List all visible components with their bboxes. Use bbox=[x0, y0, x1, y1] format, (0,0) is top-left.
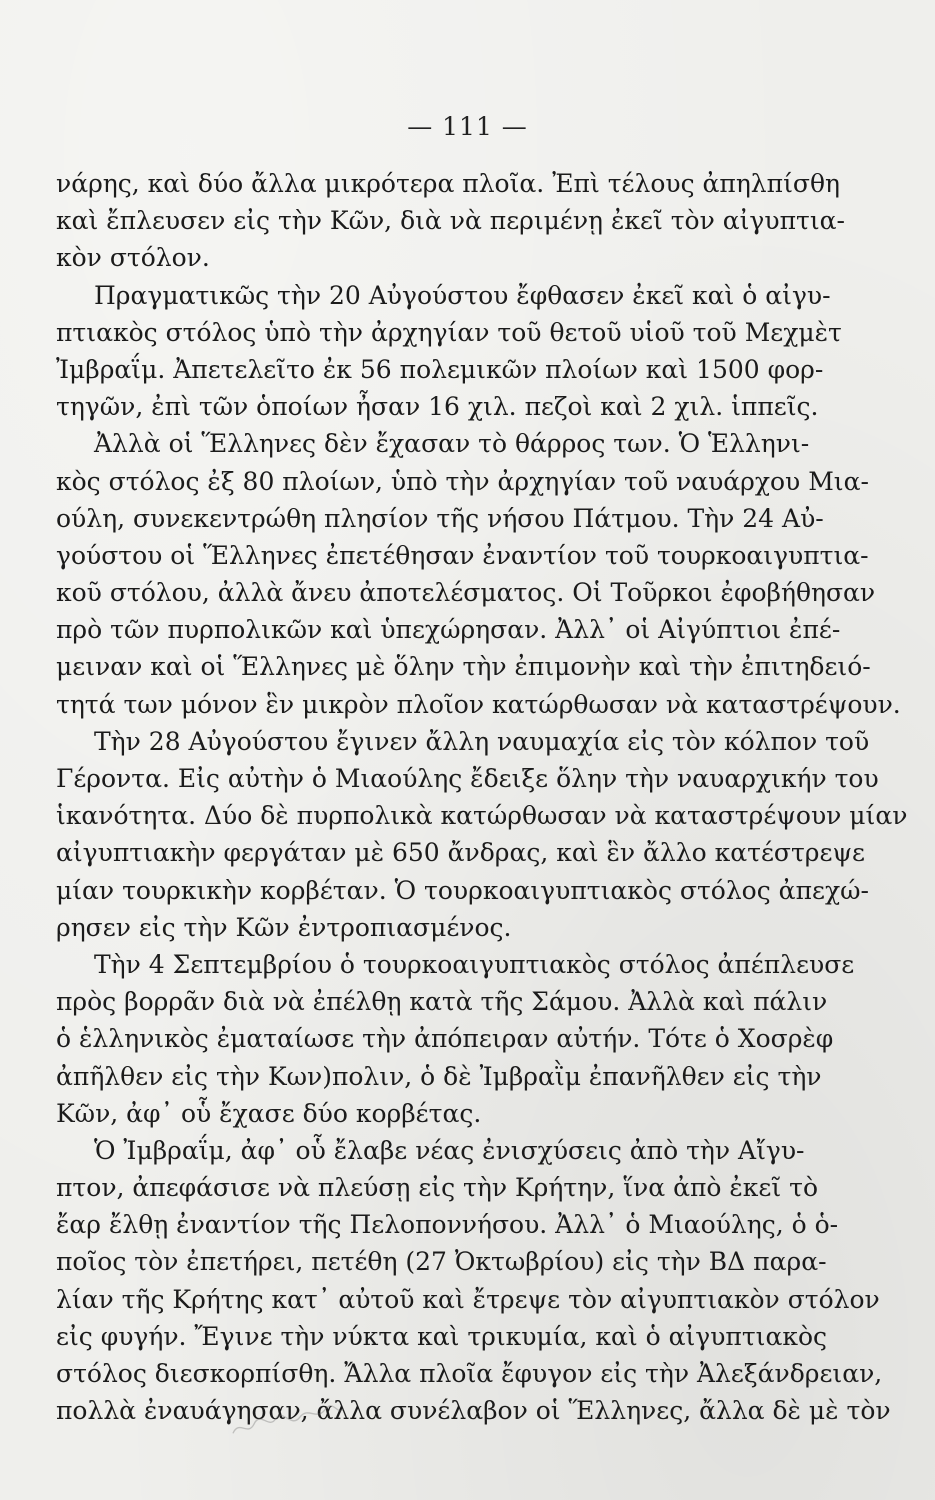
text-line: τηγῶν, ἐπὶ τῶν ὁποίων ἦσαν 16 χιλ. πεζοὶ καὶ 2 χιλ. ἱππεῖς. bbox=[56, 392, 819, 422]
text-line: κὸς στόλος ἐξ 80 πλοίων, ὑπὸ τὴν ἀρχηγίαν τοῦ ναυάρχου Μια- bbox=[56, 466, 869, 496]
text-line: πρὸς βορρᾶν διὰ νὰ ἐπέλθῃ κατὰ τῆς Σάμου. Ἀλλὰ καὶ πάλιν bbox=[56, 987, 828, 1017]
text-line: πτον, ἀπεφάσισε νὰ πλεύσῃ εἰς τὴν Κρήτην, ἵνα ἀπὸ ἐκεῖ τὸ bbox=[56, 1173, 818, 1203]
text-line: Ὁ Ἰμβραΐμ, ἀφ᾽ οὗ ἔλαβε νέας ἐνισχύσεις ἀπὸ τὴν Αἴγυ- bbox=[94, 1135, 805, 1165]
text-line: Ἀλλὰ οἱ Ἕλληνες δὲν ἔχασαν τὸ θάρρος των. Ὁ Ἑλληνι- bbox=[94, 429, 810, 459]
text-line: Γέροντα. Εἰς αὐτὴν ὁ Μιαούλης ἔδειξε ὅλην τὴν ναυαρχικήν του bbox=[56, 764, 879, 793]
text-line: τητά των μόνον ἓν μικρὸν πλοῖον κατώρθωσαν νὰ καταστρέψουν. bbox=[56, 689, 901, 719]
text-line: καὶ ἔπλευσεν εἰς τὴν Κῶν, διὰ νὰ περιμένῃ ἐκεῖ τὸν αἰγυπτια- bbox=[56, 206, 845, 236]
text-line: πρὸ τῶν πυρπολικῶν καὶ ὑπεχώρησαν. Ἀλλ᾽ οἱ Αἰγύπτιοι ἐπέ- bbox=[56, 615, 841, 645]
text-line: ἱκανότητα. Δύο δὲ πυρπολικὰ κατώρθωσαν νὰ καταστρέψουν μίαν bbox=[56, 801, 908, 831]
text-line: κὸν στόλον. bbox=[56, 243, 210, 273]
text-line: στόλος διεσκορπίσθη. Ἄλλα πλοῖα ἔφυγον εἰς τὴν Ἀλεξάνδρειαν, bbox=[56, 1359, 883, 1388]
text-line: ρησεν εἰς τὴν Κῶν ἐντροπιασμένος. bbox=[56, 912, 512, 942]
text-line: ἔαρ ἔλθῃ ἐναντίον τῆς Πελοποννήσου. Ἀλλ᾽ ὁ Μιαούλης, ὁ ὁ- bbox=[56, 1210, 839, 1240]
text-line: ποῖος τὸν ἐπετήρει, πετέθη (27 Ὀκτωβρίου) εἰς τὴν ΒΔ παρα- bbox=[56, 1247, 827, 1277]
page-number: — 111 — bbox=[407, 112, 528, 141]
text-line: πτιακὸς στόλος ὑπὸ τὴν ἀρχηγίαν τοῦ θετοῦ υἱοῦ τοῦ Μεχμὲτ bbox=[56, 317, 842, 347]
text-line: Ἰμβραΐμ. Ἀπετελεῖτο ἐκ 56 πολεμικῶν πλοίων καὶ 1500 φορ- bbox=[56, 354, 824, 384]
text-line: ούλη, συνεκεντρώθη πλησίον τῆς νήσου Πάτμου. Τὴν 24 Αὐ- bbox=[56, 503, 824, 533]
body-text bbox=[56, 165, 908, 1429]
text-line: Πραγματικῶς τὴν 20 Αὐγούστου ἔφθασεν ἐκεῖ καὶ ὁ αἰγυ- bbox=[94, 280, 831, 310]
text-line: μειναν καὶ οἱ Ἕλληνες μὲ ὅλην τὴν ἐπιμονὴν καὶ τὴν ἐπιτηδειό- bbox=[56, 652, 871, 682]
text-line: ἀπῆλθεν εἰς τὴν Κων)πολιν, ὁ δὲ Ἰμβραῒμ ἐπανῆλθεν εἰς τὴν bbox=[56, 1061, 822, 1091]
text-line: ὁ ἑλληνικὸς ἐματαίωσε τὴν ἀπόπειραν αὐτήν. Τότε ὁ Χοσρὲφ bbox=[56, 1024, 834, 1054]
text-line: μίαν τουρκικὴν κορβέταν. Ὁ τουρκοαιγυπτιακὸς στόλος ἀπεχώ- bbox=[56, 875, 869, 905]
text-line: Τὴν 28 Αὐγούστου ἔγινεν ἄλλη ναυμαχία εἰς τὸν κόλπον τοῦ bbox=[94, 726, 870, 756]
text-line: αἰγυπτιακὴν φεργάταν μὲ 650 ἄνδρας, καὶ ἓν ἄλλο κατέστρεψε bbox=[56, 838, 866, 868]
text-line: λίαν τῆς Κρήτης κατ᾽ αὐτοῦ καὶ ἔτρεψε τὸν αἰγυπτιακὸν στόλον bbox=[56, 1284, 880, 1314]
text-line: Κῶν, ἀφ᾽ οὗ ἔχασε δύο κορβέτας. bbox=[56, 1098, 482, 1128]
text-line: πολλὰ ἐναυάγησαν, ἄλλα συνέλαβον οἱ Ἕλληνες, ἄλλα δὲ μὲ τὸν bbox=[56, 1396, 891, 1426]
text-line: Τὴν 4 Σεπτεμβρίου ὁ τουρκοαιγυπτιακὸς στόλος ἀπέπλευσε bbox=[94, 949, 855, 979]
text-line: γούστου οἱ Ἕλληνες ἐπετέθησαν ἐναντίον τοῦ τουρκοαιγυπτια- bbox=[56, 540, 869, 570]
text-line: κοῦ στόλου, ἀλλὰ ἄνευ ἀποτελέσματος. Οἱ Τοῦρκοι ἐφοβήθησαν bbox=[56, 578, 876, 608]
text-line: νάρης, καὶ δύο ἄλλα μικρότερα πλοῖα. Ἐπὶ τέλους ἀπηλπίσθη bbox=[56, 169, 840, 198]
text-line: εἰς φυγήν. Ἔγινε τὴν νύκτα καὶ τρικυμία, καὶ ὁ αἰγυπτιακὸς bbox=[56, 1321, 828, 1351]
